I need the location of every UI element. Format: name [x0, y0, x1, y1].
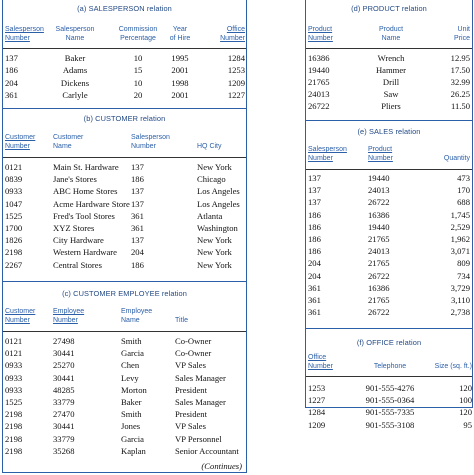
customer-cell: Main St. Hardware: [53, 162, 119, 172]
customer-cell: XYZ Stores: [53, 223, 95, 233]
sales-title: (e) SALES relation: [357, 127, 421, 136]
customer-header-3: [197, 134, 247, 151]
customer-cell: 1047: [5, 198, 23, 209]
customer_employee-cell: 25270: [53, 360, 75, 371]
sales-cell: 1,962: [450, 234, 470, 244]
product-cell: Hammer: [375, 65, 407, 76]
sales-separator: [306, 120, 472, 121]
customer-title: (b) CUSTOMER relation: [83, 114, 166, 123]
sales-cell: 1,745: [450, 209, 470, 220]
product-cell: 21765: [308, 77, 330, 88]
sales-cell: 16386: [368, 209, 390, 220]
sales-cell: 3,110: [450, 295, 470, 305]
customer_employee-cell: 0121: [5, 336, 23, 346]
sales-cell: 21765: [368, 295, 390, 305]
office-cell: 100: [459, 395, 472, 406]
customer_employee-cell: 2198: [5, 421, 23, 432]
office-cell: 901-555-0364: [365, 395, 415, 406]
sales-cell: 26722: [368, 270, 390, 281]
salesperson-header-4-line1: Office: [226, 26, 245, 33]
sales-header-1-line1: Product: [368, 146, 393, 153]
salesperson-cell: 1998: [171, 77, 189, 88]
customer-cell: Los Angeles: [197, 186, 240, 197]
salesperson-cell: 186: [5, 65, 18, 76]
customer-header-2: [131, 134, 171, 151]
office-cell: 1209: [308, 419, 326, 430]
customer_employee-cell: President: [175, 384, 207, 395]
customer_employee-header-0: [5, 308, 45, 325]
customer-cell: Chicago: [197, 174, 226, 185]
office-cell: 901-555-3108: [365, 419, 415, 430]
sales-cell: 2,529: [450, 221, 470, 232]
customer_employee-cell: 0933: [5, 360, 23, 371]
customer_employee-cell: 27470: [53, 409, 75, 420]
product-cell: Drill: [382, 77, 400, 88]
customer_employee-cell: 27498: [53, 336, 75, 346]
customer-header-0-line1: Customer: [5, 134, 36, 141]
customer_employee-header-2: [121, 308, 161, 325]
customer-header-1-line2: Name: [53, 142, 72, 150]
salesperson-cell: 1995: [171, 53, 189, 63]
salesperson-header-1: [55, 26, 95, 43]
customer-header-2-line1: Salesperson: [131, 134, 170, 141]
customer_employee-header-0-line2: Number: [5, 316, 30, 324]
salesperson-header-2-line1: Commission: [118, 26, 158, 33]
salesperson-cell: 204: [5, 77, 18, 88]
customer-cell: 361: [131, 223, 144, 233]
product-cell: 26722: [308, 101, 330, 112]
salesperson-header-0: [5, 26, 45, 43]
continues-note: (Continues): [201, 461, 242, 471]
sales-cell: 137: [308, 173, 321, 183]
customer_employee-header-1-line2: Number: [53, 316, 78, 324]
salesperson-cell: Adams: [62, 65, 88, 76]
salesperson-header-4: [203, 26, 245, 43]
salesperson-title: (a) SALESPERSON relation: [77, 4, 172, 13]
customer_employee-cell: 33779: [53, 397, 75, 407]
customer-cell: Acme Hardware Store: [53, 198, 130, 209]
salesperson-cell: 20: [133, 90, 143, 101]
customer-header-1-line1: Customer: [53, 134, 84, 141]
customer_employee-cell: Smith: [121, 409, 142, 420]
product-header-1-line2: Name: [381, 34, 401, 42]
customer_employee-cell: 2198: [5, 409, 23, 420]
sales-header-1: [368, 146, 408, 163]
office-cell: 1284: [308, 407, 326, 418]
sales-cell: 21765: [368, 234, 390, 244]
sales-cell: 3,729: [450, 282, 470, 293]
office-header-0-line1: Office: [308, 354, 327, 361]
product-cell: 32.99: [450, 77, 470, 88]
customer-cell: Los Angeles: [197, 198, 240, 209]
sales-header-0-line1: Salesperson: [308, 146, 347, 153]
sales-cell: 204: [308, 258, 321, 269]
office-cell: 95: [463, 419, 472, 430]
product-header-0: [308, 26, 348, 43]
customer_employee-cell: President: [175, 409, 207, 420]
customer-cell: 137: [131, 162, 144, 172]
salesperson-header-0-line2: Number: [5, 34, 30, 42]
customer_employee-cell: 0933: [5, 372, 23, 383]
sales-cell: 734: [457, 270, 470, 281]
customer_employee-header-2-line2: Name: [121, 316, 140, 324]
sales-cell: 361: [308, 282, 321, 293]
product-header-1: [366, 26, 416, 43]
sales-cell: 186: [308, 246, 321, 257]
sales-cell: 137: [308, 185, 321, 196]
customer_employee-cell: 30441: [53, 421, 75, 432]
product-header-1-line1: Product: [378, 26, 404, 33]
salesperson-cell: 1227: [227, 90, 245, 101]
customer_employee-title: (c) CUSTOMER EMPLOYEE relation: [62, 289, 187, 298]
customer-cell: 2198: [5, 247, 23, 258]
salesperson-cell: Baker: [64, 53, 86, 63]
customer_employee-header-1-line1: Employee: [53, 308, 85, 315]
product-header-2-line1: Unit: [457, 26, 470, 33]
customer_employee-cell: 33779: [53, 433, 75, 444]
customer-cell: New York: [197, 259, 232, 270]
sales-header-0: [308, 146, 358, 163]
salesperson-cell: 137: [5, 53, 18, 63]
customer-header-0-line2: Number: [5, 142, 30, 150]
customer_employee-cell: 0121: [5, 348, 23, 359]
product-cell: 11.50: [450, 101, 470, 112]
sales-header-1-line2: Number: [368, 154, 393, 162]
salesperson-cell: 10: [133, 53, 143, 63]
sales-cell: 688: [457, 197, 470, 208]
sales-cell: 3,071: [450, 246, 470, 257]
office-header-0-line2: Number: [308, 362, 333, 370]
salesperson-header-3-line2: of Hire: [169, 34, 191, 42]
office-cell: 120: [459, 407, 472, 418]
customer_employee-cell: Baker: [121, 397, 142, 407]
sales-cell: 2,738: [450, 307, 470, 318]
salesperson-cell: 2001: [171, 90, 189, 101]
office-header-1-line2: Telephone: [373, 362, 407, 370]
customer_employee-cell: VP Personnel: [175, 433, 222, 444]
customer_employee-cell: Jones: [121, 421, 141, 432]
left-panel: [2, 0, 247, 473]
salesperson-cell: 1253: [227, 65, 245, 76]
salesperson-cell: 10: [133, 77, 143, 88]
customer-header-2-line2: Number: [131, 142, 156, 150]
customer-cell: Fred's Tool Stores: [53, 210, 115, 221]
office-header-rule: [306, 376, 472, 377]
customer-cell: 361: [131, 210, 144, 221]
salesperson-header-3: [165, 26, 195, 43]
product-header-2-line2: Price: [454, 34, 470, 42]
salesperson-header-1-line1: Salesperson: [55, 26, 95, 33]
customer_employee-separator: [3, 281, 246, 282]
customer_employee-cell: 1525: [5, 397, 23, 407]
customer-cell: 1525: [5, 210, 23, 221]
salesperson-header-1-line2: Name: [65, 34, 85, 42]
product-header-0-line2: Number: [308, 34, 333, 42]
customer-cell: 137: [131, 186, 144, 197]
sales-cell: 204: [308, 270, 321, 281]
customer_employee-cell: Smith: [121, 336, 142, 346]
customer-header-3-line2: HQ City: [197, 142, 222, 150]
customer-cell: Atlanta: [197, 210, 223, 221]
customer-cell: 0839: [5, 174, 23, 185]
office-header-2: [424, 354, 472, 371]
sales-cell: 473: [457, 173, 470, 183]
salesperson-cell: 1284: [227, 53, 245, 63]
salesperson-cell: Carlyle: [62, 90, 88, 101]
customer-header-rule: [3, 157, 246, 158]
customer_employee-cell: 30441: [53, 372, 75, 383]
customer-cell: 186: [131, 174, 144, 185]
customer-header-3-line1: [197, 134, 247, 143]
customer_employee-cell: 30441: [53, 348, 75, 359]
office-cell: 901-555-4276: [365, 383, 415, 393]
salesperson-header-2-line2: Percentage: [120, 34, 156, 42]
customer-cell: Jane's Stores: [53, 174, 97, 185]
sales-cell: 137: [308, 197, 321, 208]
customer_employee-header-1: [53, 308, 93, 325]
sales-cell: 26722: [368, 307, 390, 318]
customer-cell: 204: [131, 247, 144, 258]
product-cell: Pliers: [381, 101, 401, 112]
sales-cell: 26722: [368, 197, 390, 208]
office-cell: 1227: [308, 395, 326, 406]
sales-cell: 186: [308, 209, 321, 220]
product-cell: 24013: [308, 89, 330, 100]
customer-cell: 0121: [5, 162, 23, 172]
customer-cell: 1700: [5, 223, 23, 233]
office-header-2-line1: [424, 354, 472, 363]
customer-cell: ABC Home Stores: [53, 186, 118, 197]
office-cell: 901-555-7335: [365, 407, 415, 418]
sales-header-2-line1: [426, 146, 470, 155]
customer_employee-cell: Sales Manager: [175, 372, 226, 383]
customer-cell: 137: [131, 235, 144, 246]
customer-cell: 0933: [5, 186, 23, 197]
customer_employee-cell: 2198: [5, 433, 23, 444]
office-cell: 1253: [308, 383, 326, 393]
customer-header-0: [5, 134, 45, 151]
salesperson-cell: Dickens: [60, 77, 90, 88]
sales-header-rule: [306, 169, 472, 170]
sales-cell: 19440: [368, 221, 390, 232]
customer-cell: New York: [197, 247, 232, 258]
customer-cell: New York: [197, 235, 232, 246]
customer_employee-cell: Senior Accountant: [175, 445, 239, 456]
sales-cell: 361: [308, 307, 321, 318]
salesperson-header-2: [113, 26, 163, 43]
customer_employee-cell: Morton: [121, 384, 147, 395]
sales-cell: 24013: [368, 246, 390, 257]
customer-header-1: [53, 134, 131, 151]
sales-cell: 16386: [368, 282, 390, 293]
customer_employee-cell: Garcia: [121, 348, 144, 359]
office-title: (f) OFFICE relation: [356, 338, 422, 347]
product-cell: Saw: [383, 89, 399, 100]
customer-cell: New York: [197, 162, 232, 172]
customer_employee-cell: Chen: [121, 360, 140, 371]
customer_employee-cell: Co-Owner: [175, 336, 212, 346]
customer_employee-header-3-line1: [175, 308, 247, 317]
product-cell: 16386: [308, 53, 330, 63]
customer_employee-cell: 0933: [5, 384, 23, 395]
customer_employee-cell: Garcia: [121, 433, 144, 444]
customer-cell: 186: [131, 259, 144, 270]
customer_employee-header-3: [175, 308, 247, 325]
salesperson-cell: 2001: [171, 65, 189, 76]
office-cell: 120: [459, 383, 472, 393]
product-header-rule: [306, 48, 472, 49]
salesperson-header-4-line2: Number: [220, 34, 245, 42]
salesperson-cell: 1209: [227, 77, 245, 88]
sales-cell: 21765: [368, 258, 390, 269]
salesperson-header-3-line1: Year: [172, 26, 188, 33]
customer-cell: City Hardware: [53, 235, 104, 246]
sales-header-2-line2: Quantity: [443, 154, 470, 162]
customer-cell: 137: [131, 198, 144, 209]
sales-cell: 19440: [368, 173, 390, 183]
sales-cell: 186: [308, 234, 321, 244]
sales-cell: 809: [457, 258, 470, 269]
customer_employee-cell: Kaplan: [121, 445, 146, 456]
product-cell: 12.95: [450, 53, 470, 63]
customer-cell: 1826: [5, 235, 23, 246]
office-header-2-line2: Size (sq. ft.): [434, 362, 472, 370]
product-cell: 26.25: [450, 89, 470, 100]
salesperson-header-0-line1: Salesperson: [5, 26, 44, 33]
office-separator: [306, 328, 472, 329]
customer_employee-cell: 2198: [5, 445, 23, 456]
customer_employee-header-0-line1: Customer: [5, 308, 36, 315]
customer_employee-cell: Co-Owner: [175, 348, 212, 359]
product-cell: Wrench: [377, 53, 405, 63]
sales-header-0-line2: Number: [308, 154, 333, 162]
sales-cell: 361: [308, 295, 321, 305]
product-header-0-line1: Product: [308, 26, 333, 33]
customer_employee-cell: VP Sales: [175, 421, 206, 432]
customer_employee-cell: Levy: [121, 372, 139, 383]
customer_employee-header-3-line2: Title: [175, 316, 188, 324]
office-header-1: [358, 354, 422, 371]
customer_employee-cell: VP Sales: [175, 360, 206, 371]
product-title: (d) PRODUCT relation: [351, 4, 427, 13]
customer_employee-cell: Sales Manager: [175, 397, 226, 407]
sales-cell: 170: [457, 185, 470, 196]
customer-separator: [3, 108, 246, 109]
customer_employee-header-2-line1: Employee: [121, 308, 153, 315]
product-header-2: [426, 26, 470, 43]
customer-cell: Washington: [197, 223, 238, 233]
sales-header-2: [426, 146, 470, 163]
product-cell: 19440: [308, 65, 330, 76]
customer_employee-cell: 48285: [53, 384, 75, 395]
sales-cell: 186: [308, 221, 321, 232]
salesperson-header-rule: [3, 48, 246, 49]
sales-cell: 24013: [368, 185, 390, 196]
office-header-1-line1: [358, 354, 422, 363]
product-cell: 17.50: [450, 65, 470, 76]
customer_employee-header-rule: [3, 331, 246, 332]
customer-cell: Central Stores: [53, 259, 102, 270]
salesperson-cell: 361: [5, 90, 18, 101]
customer_employee-cell: 35268: [53, 445, 75, 456]
right-panel: [305, 0, 473, 430]
salesperson-cell: 15: [133, 65, 143, 76]
customer-cell: Western Hardware: [53, 247, 117, 258]
customer-cell: 2267: [5, 259, 23, 270]
office-header-0: [308, 354, 348, 371]
